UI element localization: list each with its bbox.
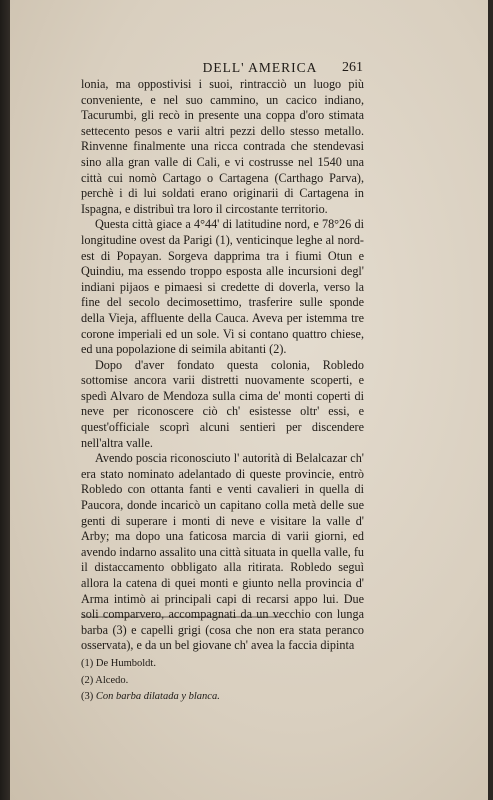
page-number: 261 — [342, 60, 363, 75]
running-head: DELL' AMERICA — [202, 60, 318, 75]
body-text — [81, 77, 364, 654]
footnote-text: Con barba dilatada y blanca. — [95, 691, 220, 702]
footnote — [81, 689, 364, 706]
footnote-marker: (1) — [81, 658, 94, 669]
footnote — [81, 656, 364, 673]
footnote-marker: (3) — [81, 691, 94, 702]
paragraph: Dopo d'aver fondato questa colonia, Robledo sottomise ancora varii distretti nuovamente scoperti, e spedì Alvaro de Mendoza sulla cima de' monti coperti di neve per riconoscere ciò ch' esistesse oltr' essi, e quest'officiale scoprì alcuni sentieri per discendere nell'altra valle. — [81, 357, 364, 450]
footnote-rule — [81, 615, 281, 619]
footnotes — [81, 656, 364, 706]
paragraph: Questa città giace a 4°44' di latitudine nord, e 78°26 di longitudine ovest da Parigi (1), venticinque leghe al nord-est di Popayan. Sorgeva dapprima tra i fiumi Otun e Quindiu, ma essendo troppo esposta alle incursioni degl' indiani pijaos e pimaesi si credette di doverla, verso la fine del secolo decimosettimo, trasferire sulle sponde della Vieja, affluente della Cauca. Aveva per istemma tre corone imperiali ed un sole. Vi si contano quattro chiese, ed una popolazione di seimila abitanti (2). — [81, 217, 364, 357]
footnote-text: Alcedo. — [95, 674, 129, 686]
footnote-marker: (2) — [81, 674, 94, 686]
footnote — [81, 673, 364, 690]
footnote-text: De Humboldt. — [95, 658, 156, 669]
paragraph: lonia, ma oppostivisi i suoi, rintracciò un luogo più conveniente, e nel suo cammino, un cacico indiano, Tacurumbi, gli recò in presente una coppa d'oro stimata settecento pesos e varii altri pezzi dello stesso metallo. Rinvenne finalmente una ricca contrada che stendevasi sino alla gran valle di Cali, e vi costrusse nel 1540 una città cui nomò Cartago o Cartagena (Carthago Parva), perchè i di lui soldati erano originarii di Cartagena in Ispagna, e distribuì tra loro il circostante territorio. — [81, 77, 364, 216]
paragraph: Avendo poscia riconosciuto l' autorità di Belalcazar ch' era stato nominato adelantado di queste provincie, entrò Robledo con ottanta fanti e venti cavalieri in quella di Paucora, donde incaricò un capitano colla metà delle sue genti di superare i monti di neve e visitare la valle d' Arby; ma dopo una faticosa marcia di varii giorni, ed avendo indarno assalito una città situata in quella valle, fu il distaccamento obbligato alla ritirata. Robledo seguì allora la catena di quei monti e giunto nella provincia d' Arma intimò ai principali capi di recarsi appo lui. Due soli comparvero, accompagnati da un vecchio con lunga barba (3) e capelli grigi (cosa che non era stata peranco osservata), e da un bel giovane ch' avea la faccia dipinta — [81, 451, 364, 653]
